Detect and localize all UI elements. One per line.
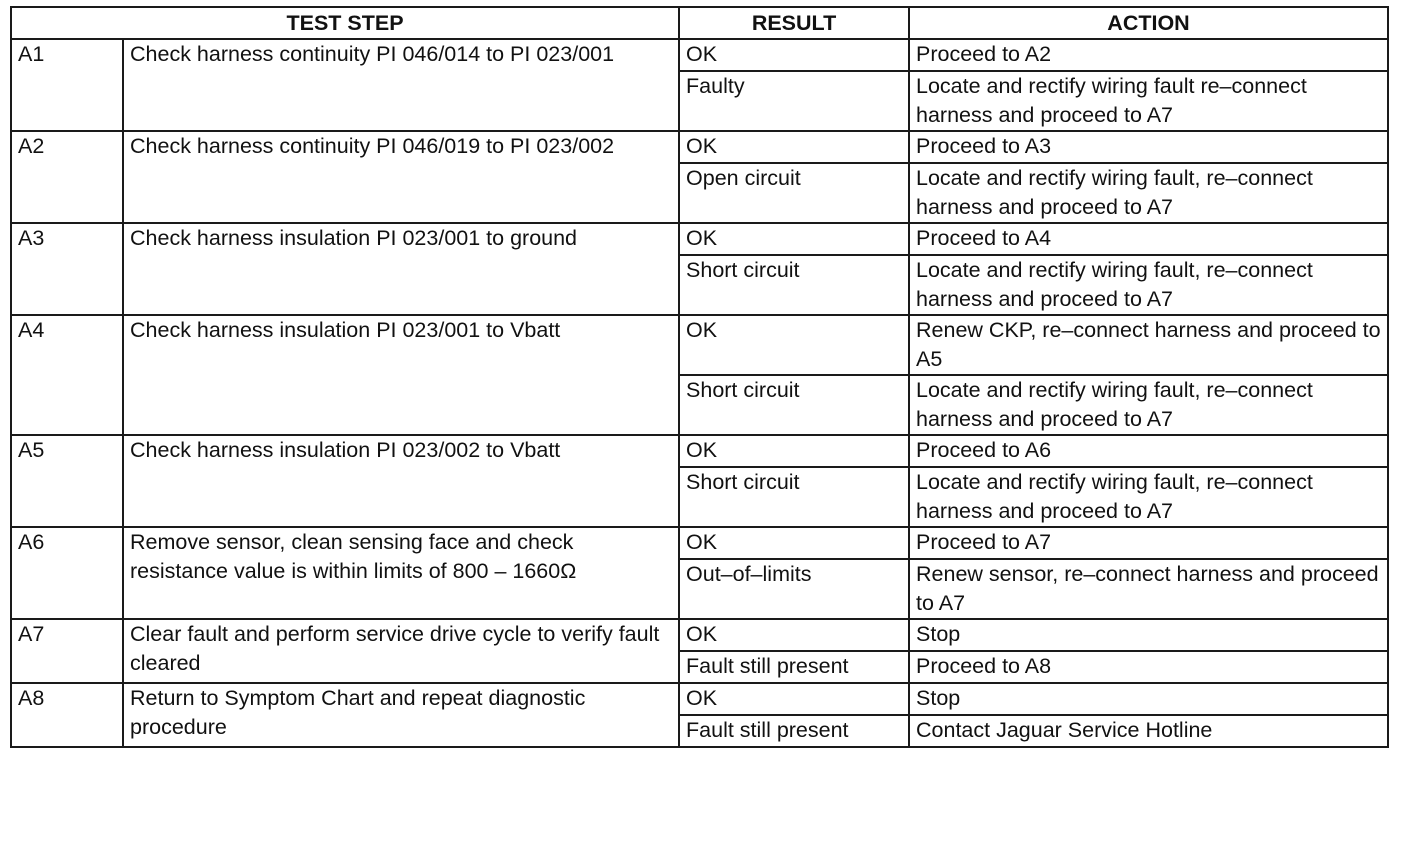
test-step-text: Clear fault and perform service drive cycle to verify fault cleared bbox=[123, 619, 679, 683]
test-step-text: Check harness continuity PI 046/019 to PI 023/002 bbox=[123, 131, 679, 223]
action-cell: Proceed to A4 bbox=[909, 223, 1388, 255]
step-id: A3 bbox=[11, 223, 123, 315]
result-cell: Out–of–limits bbox=[679, 559, 909, 619]
result-cell: OK bbox=[679, 619, 909, 651]
result-cell: Short circuit bbox=[679, 467, 909, 527]
table-row bbox=[11, 435, 1388, 467]
step-id: A7 bbox=[11, 619, 123, 683]
action-cell: Locate and rectify wiring fault, re–connect harness and proceed to A7 bbox=[909, 163, 1388, 223]
table-row bbox=[11, 223, 1388, 255]
action-cell: Locate and rectify wiring fault, re–connect harness and proceed to A7 bbox=[909, 467, 1388, 527]
step-id: A5 bbox=[11, 435, 123, 527]
result-cell: Open circuit bbox=[679, 163, 909, 223]
result-cell: OK bbox=[679, 527, 909, 559]
action-cell: Proceed to A8 bbox=[909, 651, 1388, 683]
action-cell: Renew sensor, re–connect harness and proceed to A7 bbox=[909, 559, 1388, 619]
action-cell: Locate and rectify wiring fault, re–connect harness and proceed to A7 bbox=[909, 255, 1388, 315]
header-test-step: TEST STEP bbox=[11, 7, 679, 39]
result-cell: Faulty bbox=[679, 71, 909, 131]
header-result: RESULT bbox=[679, 7, 909, 39]
step-id: A2 bbox=[11, 131, 123, 223]
table-row bbox=[11, 131, 1388, 163]
action-cell: Locate and rectify wiring fault re–connect harness and proceed to A7 bbox=[909, 71, 1388, 131]
step-id: A8 bbox=[11, 683, 123, 747]
result-cell: Short circuit bbox=[679, 375, 909, 435]
test-step-text: Return to Symptom Chart and repeat diagnostic procedure bbox=[123, 683, 679, 747]
result-cell: OK bbox=[679, 39, 909, 71]
header-row bbox=[11, 7, 1388, 39]
test-step-text: Check harness insulation PI 023/001 to ground bbox=[123, 223, 679, 315]
action-cell: Proceed to A7 bbox=[909, 527, 1388, 559]
result-cell: OK bbox=[679, 683, 909, 715]
table-row bbox=[11, 527, 1388, 559]
test-step-text: Remove sensor, clean sensing face and check resistance value is within limits of 800 – 1660Ω bbox=[123, 527, 679, 619]
header-action: ACTION bbox=[909, 7, 1388, 39]
result-cell: OK bbox=[679, 223, 909, 255]
table-row bbox=[11, 619, 1388, 651]
diagnostic-table bbox=[10, 6, 1389, 748]
step-id: A1 bbox=[11, 39, 123, 131]
result-cell: OK bbox=[679, 315, 909, 375]
result-cell: Fault still present bbox=[679, 715, 909, 747]
step-id: A4 bbox=[11, 315, 123, 435]
test-step-text: Check harness continuity PI 046/014 to PI 023/001 bbox=[123, 39, 679, 131]
action-cell: Proceed to A6 bbox=[909, 435, 1388, 467]
action-cell: Proceed to A2 bbox=[909, 39, 1388, 71]
table-row bbox=[11, 315, 1388, 375]
action-cell: Proceed to A3 bbox=[909, 131, 1388, 163]
action-cell: Locate and rectify wiring fault, re–connect harness and proceed to A7 bbox=[909, 375, 1388, 435]
action-cell: Contact Jaguar Service Hotline bbox=[909, 715, 1388, 747]
table-row bbox=[11, 39, 1388, 71]
table-row bbox=[11, 683, 1388, 715]
step-id: A6 bbox=[11, 527, 123, 619]
test-step-text: Check harness insulation PI 023/001 to Vbatt bbox=[123, 315, 679, 435]
action-cell: Stop bbox=[909, 619, 1388, 651]
test-step-text: Check harness insulation PI 023/002 to Vbatt bbox=[123, 435, 679, 527]
result-cell: OK bbox=[679, 131, 909, 163]
result-cell: OK bbox=[679, 435, 909, 467]
action-cell: Renew CKP, re–connect harness and proceed to A5 bbox=[909, 315, 1388, 375]
action-cell: Stop bbox=[909, 683, 1388, 715]
result-cell: Short circuit bbox=[679, 255, 909, 315]
result-cell: Fault still present bbox=[679, 651, 909, 683]
